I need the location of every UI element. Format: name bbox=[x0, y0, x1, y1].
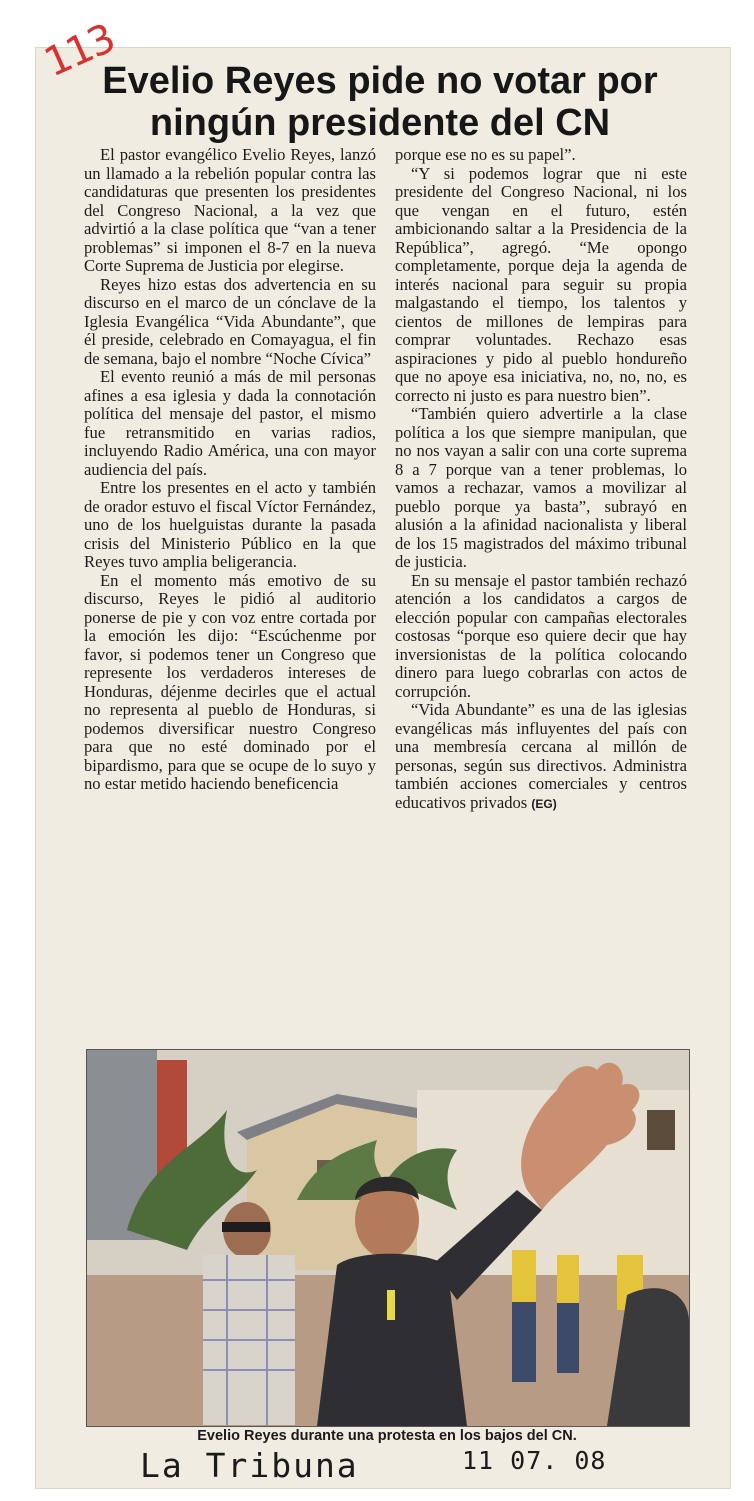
newspaper-name: La Tribuna bbox=[140, 1446, 359, 1485]
article-right-column bbox=[395, 146, 687, 813]
news-photo bbox=[86, 1049, 690, 1427]
paragraph-text: “Vida Abundante” es una de las iglesias evangélicas más influyentes del país con una membresía cercana al millón de personas, según sus directivos. Administra también acciones comerciales y centros educativos privados bbox=[395, 700, 687, 812]
handwritten-page-number: 113 bbox=[37, 15, 121, 87]
headline: Evelio Reyes pide no votar por ningún presidente del CN bbox=[102, 60, 658, 144]
photo-caption: Evelio Reyes durante una protesta en los bajos del CN. bbox=[197, 1428, 577, 1444]
paragraph: En el momento más emotivo de su discurso, Reyes le pidió al auditorio ponerse de pie y con voz entre cortada por la emoción les dijo: “Escúchenme por favor, si podemos tener un Congreso que represente los verdaderos intereses de Honduras, déjenme decirles que el actual no representa al pueblo de Honduras, si podemos diversificar nuestro Congreso para que no esté dominado por el bipardismo, para que se ocupe de lo suyo y no estar metido haciendo beneficencia bbox=[84, 570, 376, 793]
paragraph: Entre los presentes en el acto y también de orador estuvo el fiscal Víctor Fernández, uno de los huelguistas durante la pasada crisis del Ministerio Público en la que Reyes tuvo amplia beligerancia. bbox=[84, 478, 376, 571]
paragraph: El evento reunió a más de mil personas afines a esa iglesia y dada la connotación política del mensaje del pastor, el mismo fue retransmitido en varias radios, incluyendo Radio América, una con mayor audiencia del país. bbox=[84, 367, 376, 479]
author-signature: (EG) bbox=[531, 796, 557, 811]
paragraph: El pastor evangélico Evelio Reyes, lanzó un llamado a la rebelión popular contra las candidaturas que presenten los presidentes del Congreso Nacional, a la vez que advirtió a la clase política que “van a tener problemas” si imponen el 8-7 en la nueva Corte Suprema de Justicia por elegirse. bbox=[84, 145, 376, 275]
paragraph: Reyes hizo estas dos advertencia en su discurso en el marco de un cónclave de la Iglesia Evangélica “Vida Abundante”, que él preside, celebrado en Comayagua, el fin de semana, bajo el nombre “Noche Cívica” bbox=[84, 274, 376, 368]
date-stamp: 11 07. 08 bbox=[462, 1446, 607, 1475]
paragraph: En su mensaje el pastor también rechazó atención a los candidatos a cargos de elección popular con campañas electorales costosas “porque eso quiere decir que hay inversionistas de la política colocando dinero para luego cobrarlas con actos de corrupción. bbox=[395, 570, 687, 701]
paragraph: “También quiero advertirle a la clase política a los que siempre manipulan, que no nos vayan a salir con una corte suprema 8 a 7 porque van a tener problemas, lo vamos a rechazar, vamos a movilizar al pueblo porque ya basta”, subrayó en alusión a la afinidad nacionalista y liberal de los 15 magistrados del máximo tribunal de justicia. bbox=[395, 404, 687, 571]
paragraph: porque ese no es su papel”. bbox=[395, 145, 576, 164]
paragraph bbox=[395, 701, 687, 813]
paragraph: “Y si podemos lograr que ni este presidente del Congreso Nacional, ni los que vengan en el futuro, estén ambicionando saltar a la Presidencia de la República”, agregó. “Me opongo completamente, porque deja la agenda de interés nacional para seguir su propia malgastando el tiempo, los talentos y cientos de millones de lempiras para comprar voluntades. Rechazo esas aspiraciones y pido al pueblo hondureño que no apoye esa iniciativa, no, no, no, es correcto ni justo es para nuestro bien”. bbox=[395, 163, 687, 405]
article-left-column bbox=[84, 146, 376, 794]
protest-photo-illustration bbox=[87, 1050, 689, 1426]
